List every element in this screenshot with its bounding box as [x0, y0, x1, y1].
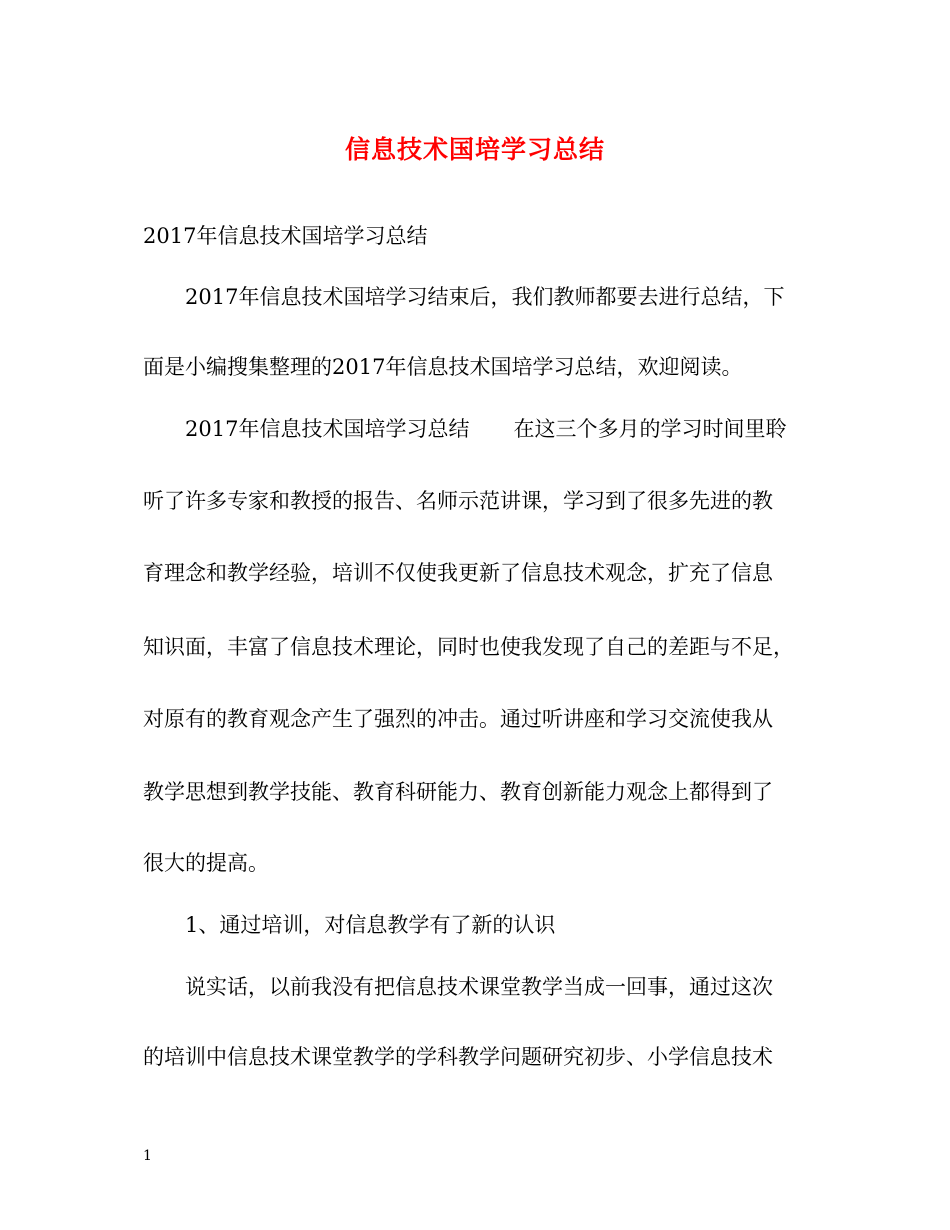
paragraph-line: 2017年信息技术国培学习结束后，我们教师都要去进行总结，下	[185, 285, 785, 309]
paragraph-line-with-heading	[185, 414, 786, 444]
paragraph-line: 很大的提高。	[143, 851, 269, 875]
paragraph-line: 的培训中信息技术课堂教学的学科教学问题研究初步、小学信息技术	[143, 1045, 773, 1069]
paragraph-line: 教学思想到教学技能、教育科研能力、教育创新能力观念上都得到了	[143, 780, 773, 804]
document-title: 信息技术国培学习总结	[344, 135, 605, 164]
paragraph-line: 说实话，以前我没有把信息技术课堂教学当成一回事，通过这次	[185, 975, 773, 999]
paragraph-line: 听了许多专家和教授的报告、名师示范讲课，学习到了很多先进的教	[143, 489, 773, 513]
document-subtitle: 2017年信息技术国培学习总结	[143, 224, 428, 248]
paragraph-text: 在这三个多月的学习时间里聆	[513, 417, 787, 441]
paragraph-line: 育理念和教学经验，培训不仅使我更新了信息技术观念，扩充了信息	[143, 561, 773, 585]
paragraph-line: 面是小编搜集整理的2017年信息技术国培学习总结，欢迎阅读。	[143, 355, 743, 379]
section-heading: 1、通过培训，对信息教学有了新的认识	[185, 913, 556, 937]
paragraph-line: 知识面，丰富了信息技术理论，同时也使我发现了自己的差距与不足，	[143, 635, 794, 659]
inline-heading: 2017年信息技术国培学习总结	[185, 417, 470, 441]
paragraph-line: 对原有的教育观念产生了强烈的冲击。通过听讲座和学习交流使我从	[143, 707, 773, 731]
page-number: 1	[143, 1148, 152, 1164]
